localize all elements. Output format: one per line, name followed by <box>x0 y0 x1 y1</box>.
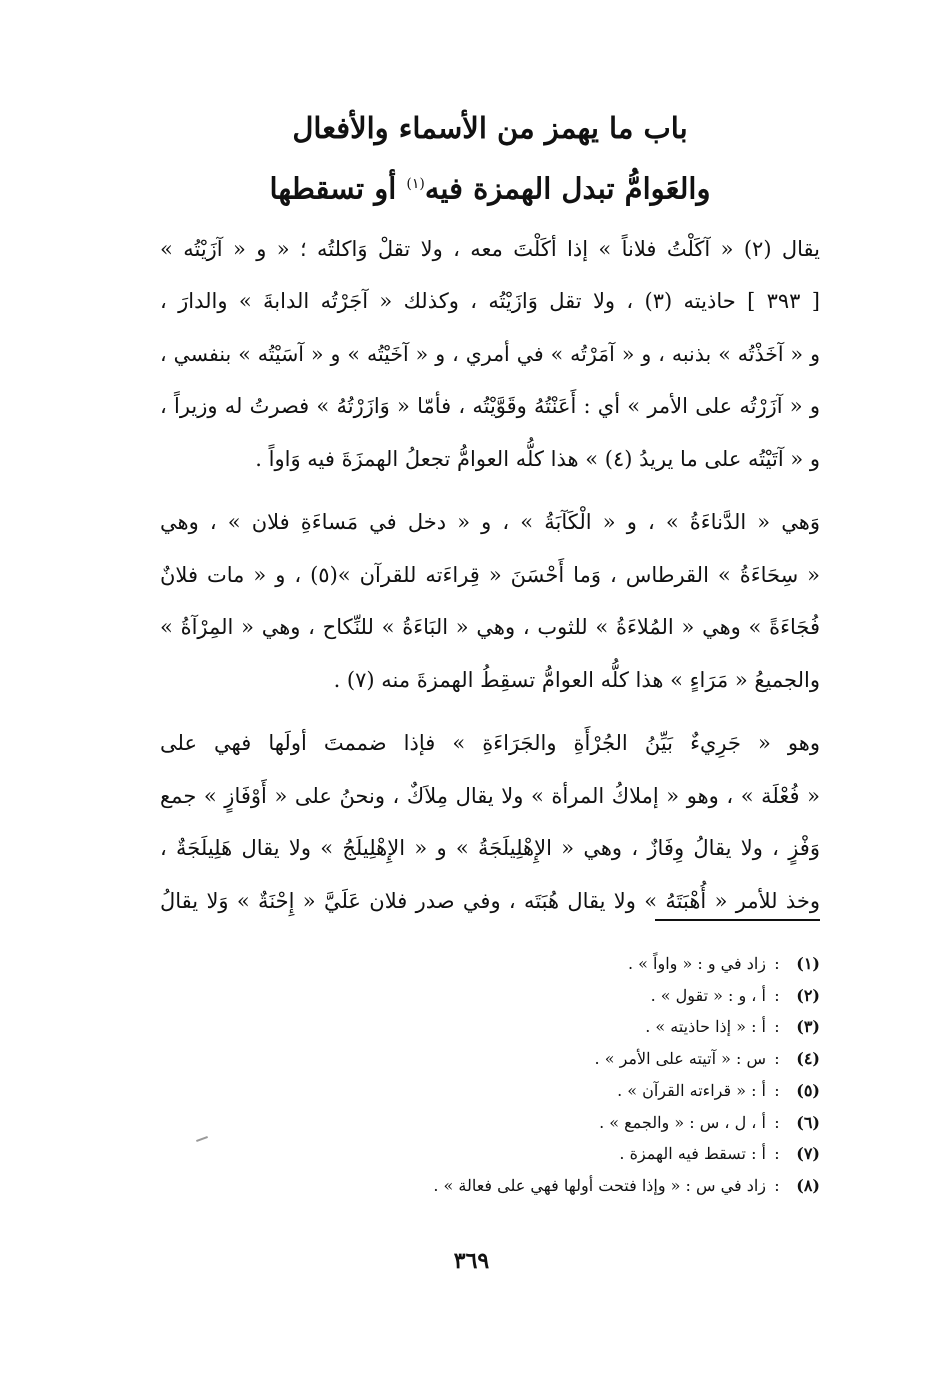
paragraph-line: « سِحَاءَةُ » القرطاس ، وَما أَحْسَنَ « قِراءَته للقرآن »(٥) ، و « مات فلانٌ <box>160 562 820 587</box>
footnote-text: أ ، ل ، س : « والجمع » . <box>599 1112 766 1132</box>
paragraph-line: فُجَاءَةً » وهي « المُلاءَةُ » للثوب ، وهي « البَاءَةُ » للنِّكاح ، وهي « المِرْآةُ » <box>160 615 820 640</box>
footnote-ref-1: (١) <box>406 176 425 192</box>
paragraph-line: وَهي « الدَّناءَةُ » ، و « الْكَآبَةُ » ، و « دخل في مَساءَةِ فلان » ، وهي <box>160 510 820 535</box>
footnote-colon: : <box>774 954 780 973</box>
footnote-colon: : <box>774 1049 780 1069</box>
body-text <box>160 223 820 928</box>
footnote-number: (٦) <box>796 1112 820 1132</box>
paragraph-2 <box>160 496 820 706</box>
paragraph-line: و « آزَرْتُه على الأمر » أي : أَعَنْتُهُ وقَوَّيْتُه ، فأمّا « وَازَرْتُهُ » فصرتُ له وزيراً ، <box>160 394 820 419</box>
paragraph-3 <box>160 717 820 927</box>
footnote-item <box>260 1075 820 1107</box>
footnote-item <box>260 1170 820 1202</box>
chapter-title-line-2-end: أو تسقطها <box>269 171 407 206</box>
paragraph-line: والجميعُ « مَرَاءٍ » هذا كلُّه العوامُّ تسقِطُ الهمزةَ منه (٧) . <box>333 667 820 692</box>
paragraph-line: يقال (٢) « آكَلْتُ فلاناً » إذا أكَلْتَ معه ، ولا تقلْ وَاكلتُه ؛ « و « آزَيْتُه » <box>160 236 820 261</box>
footnote-text: زاد في س : « وإذا فتحت أولها فهي على فعالة » . <box>433 1175 766 1195</box>
footnote-text: أ ، و : « تقول » . <box>650 985 766 1005</box>
chapter-title-line-2 <box>160 156 820 217</box>
footnote-item <box>260 1107 820 1139</box>
paragraph-line: وهو « جَرِيءٌ بَيِّنُ الجُرْأَةِ والجَرَاءَةِ » فإذا ضممتَ أولَها فهي على <box>160 731 820 756</box>
footnote-item <box>260 1043 820 1075</box>
page-number: ٣٦٩ <box>453 1248 490 1274</box>
footnote-colon: : <box>774 1017 780 1037</box>
scan-mark <box>196 1136 208 1142</box>
footnote-number: (٧) <box>796 1144 820 1164</box>
chapter-title-line-2-text: والعَوامُّ تبدل الهمزة فيه <box>424 171 711 206</box>
footnote-colon: : <box>774 985 780 1005</box>
footnote-text: أ : « إذا حاذيته » . <box>645 1017 766 1037</box>
chapter-title-line-1: باب ما يهمز من الأسماء والأفعال <box>292 111 688 145</box>
footnote-text: أ : تسقط فيه الهمزة . <box>619 1144 766 1164</box>
footnote-number: (١) <box>796 954 820 973</box>
footnote-number: (٢) <box>796 985 820 1005</box>
footnote-number: (٣) <box>796 1017 820 1037</box>
footnote-text: أ : « قراءته القرآن » . <box>617 1080 766 1100</box>
footnote-colon: : <box>774 1144 780 1164</box>
footnote-item <box>260 948 820 980</box>
paragraph-line: « فُعْلَة » ، وهو « إملاكُ المرأة » ولا يقال مِلاَكٌ ، ونحنُ على « أَوْفَازٍ » جمع <box>160 783 820 808</box>
footnote-item <box>260 1138 820 1170</box>
footnote-colon: : <box>774 1112 780 1132</box>
footnote-item <box>260 1011 820 1043</box>
paragraph-line: [ ٣٩٣ ] حاذيته (٣) ، ولا تقل وَازَيْتُه ، وكذلك « آجَرْتُه الدابةَ » والدارَ ، <box>160 289 820 314</box>
paragraph-line: وَفْزٍ ، ولا يقالُ وِفَازٌ ، وهي « الإِهْلِيلَجَةُ » و « الإِهْلِيلَجُ » ولا يقال هَلِيلَجَةٌ ، <box>160 836 820 861</box>
paragraph-line: و « آتَيْتُه على ما يريدُ (٤) » هذا كلُّه العوامُّ تجعلُ الهمزَةَ فيه وَاواً . <box>255 446 820 471</box>
footnote-number: (٤) <box>796 1049 820 1069</box>
paragraph-line: و « آخَذْتُه » بذنبه ، و « آمَرْتُه » في أمري ، و « آخَيْتُه » و « آسَيْتُه » بنفسي ، <box>160 341 820 366</box>
footnote-number: (٨) <box>796 1175 820 1195</box>
footnote-colon: : <box>774 1080 780 1100</box>
page-content <box>160 100 820 938</box>
footnotes <box>260 948 820 1202</box>
paragraph-line: وخذ للأمر « أُهْبَتَهُ » ولا يقال هُبَتَه ، وفي صدر فلان عَلَيَّ « إِحْنَةٌ » وَلا يقالُ <box>160 888 820 913</box>
footnote-number: (٥) <box>796 1080 820 1100</box>
footnote-text: س : « آتيته على الأمر » . <box>594 1049 766 1069</box>
footnote-colon: : <box>774 1175 780 1195</box>
footnote-text: زاد في و : « واواً » . <box>627 954 766 973</box>
footnote-item <box>260 980 820 1012</box>
footnote-divider <box>655 919 820 921</box>
paragraph-1 <box>160 223 820 486</box>
